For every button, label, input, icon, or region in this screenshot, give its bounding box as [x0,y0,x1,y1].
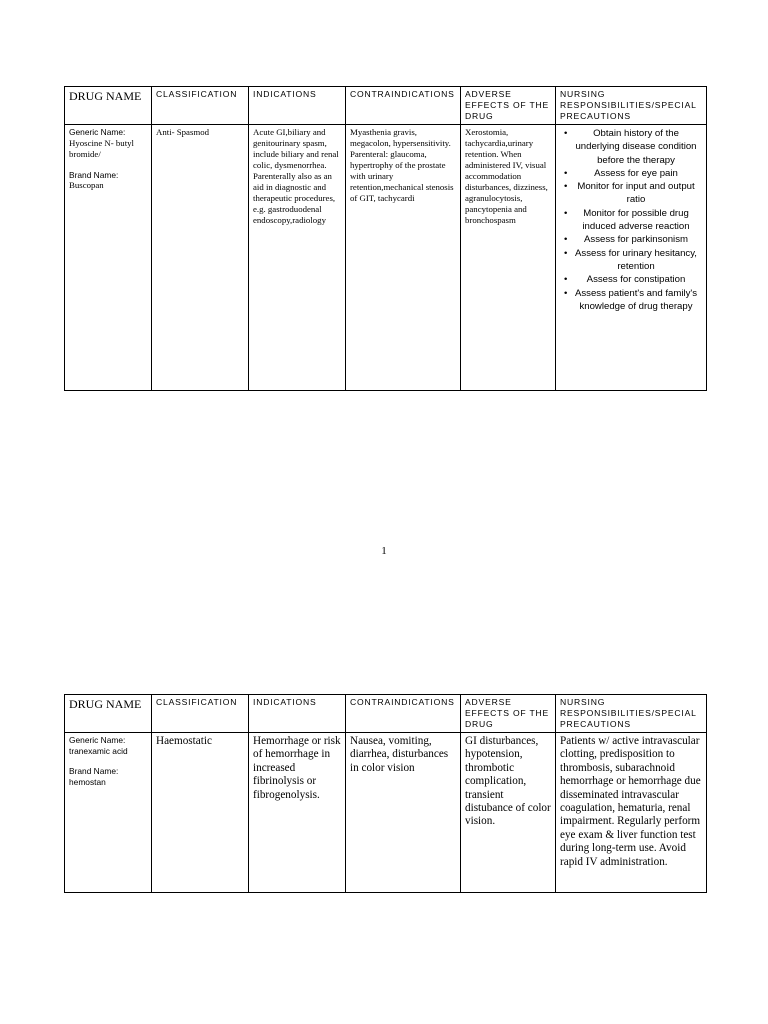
bullet-icon: • [564,128,568,139]
table-header-row [65,695,707,733]
list-item: • Monitor for input and output ratio [564,181,695,206]
bullet-icon: • [564,207,568,219]
header-indications: INDICATIONS [249,695,346,733]
header-nursing: NURSING RESPONSIBILITIES/SPECIAL PRECAUTIONS [556,695,707,733]
header-adverse-effects: ADVERSE EFFECTS OF THE DRUG [461,695,556,733]
contraindications-cell: Nausea, vomiting, diarrhea, disturbances in color vision [346,733,461,893]
header-contraindications: CONTRAINDICATIONS [346,87,461,125]
bullet-icon: • [564,167,568,179]
list-item: • Assess patient's and family's knowledge of drug therapy [564,287,698,312]
brand-name-value: hemostan [69,776,106,787]
bullet-icon: • [564,181,568,193]
bullet-icon: • [564,234,568,246]
nursing-cell [556,125,707,391]
list-item: • Assess for constipation [564,274,686,286]
generic-name-label: Generic Name: [69,735,126,745]
header-nursing: NURSING RESPONSIBILITIES/SPECIAL PRECAUTIONS [556,87,707,125]
indications-cell: Hemorrhage or risk of hemorrhage in increased fibrinolysis or fibrogenolysis. [249,733,346,893]
generic-name-value: tranexamic acid [69,745,128,756]
adverse-effects-cell: Xerostomia, tachycardia,urinary retention. When administered IV, visual accommodation disturbances, dizziness, agranulocytosis, pancytopenia and bronchospasm [461,125,556,391]
header-contraindications: CONTRAINDICATIONS [346,695,461,733]
list-item: • Obtain history of the underlying disease condition before the therapy [564,128,697,166]
bullet-icon: • [564,274,568,286]
list-item: • Monitor for possible drug induced adverse reaction [564,207,690,233]
indications-cell: Acute GI,biliary and genitourinary spasm, include biliary and renal colic, dysmenorrhea. Parenterally also as an aid in diagnostic and therapeutic procedures, e.g. gastroduodenal endoscopy,radiology [249,125,346,391]
classification-cell: Haemostatic [152,733,249,893]
header-drug-name: DRUG NAME [65,695,152,733]
header-classification: CLASSIFICATION [152,87,249,125]
adverse-effects-cell: GI disturbances, hypotension, thrombotic complication, transient distubance of color vision. [461,733,556,893]
drug-name-cell [65,125,152,391]
nursing-cell: Patients w/ active intravascular clotting, predisposition to thrombosis, subarachnoid hemorrhage or hemorrhage due disseminated intravascular coagulation, hematuria, renal impairment. Regularly perform eye exam & liver function test during long-term use. Avoid rapid IV administration. [556,733,707,893]
table-row [65,733,707,893]
generic-name-value: Hyoscine N- butyl bromide/ [69,137,134,159]
brand-name-label: Brand Name: [69,169,119,180]
generic-name-label: Generic Name: [69,127,126,137]
list-item: • Assess for urinary hesitancy, retention [564,247,697,272]
bullet-icon: • [564,287,568,299]
brand-name-label: Brand Name: [69,766,119,776]
list-item: • Assess for eye pain [564,167,678,179]
header-indications: INDICATIONS [249,87,346,125]
table-header-row [65,87,707,125]
page-number: 1 [381,545,387,557]
brand-name-value: Buscopan [69,180,104,190]
bullet-icon: • [564,247,568,259]
header-drug-name: DRUG NAME [65,87,152,125]
classification-cell: Anti- Spasmod [152,125,249,391]
header-adverse-effects: ADVERSE EFFECTS OF THE DRUG [461,87,556,125]
list-item: • Assess for parkinsonism [564,234,688,246]
contraindications-cell: Myasthenia gravis, megacolon, hypersensitivity. Parenteral: glaucoma, hypertrophy of the prostate with urinary retention,mechanical stenosis of GIT, tachycardi [346,125,461,391]
drug-name-cell [65,733,152,893]
header-classification: CLASSIFICATION [152,695,249,733]
drug-table-buscopan [64,86,707,391]
table-row [65,125,707,391]
drug-table-hemostan [64,694,707,893]
nursing-list [560,127,702,313]
